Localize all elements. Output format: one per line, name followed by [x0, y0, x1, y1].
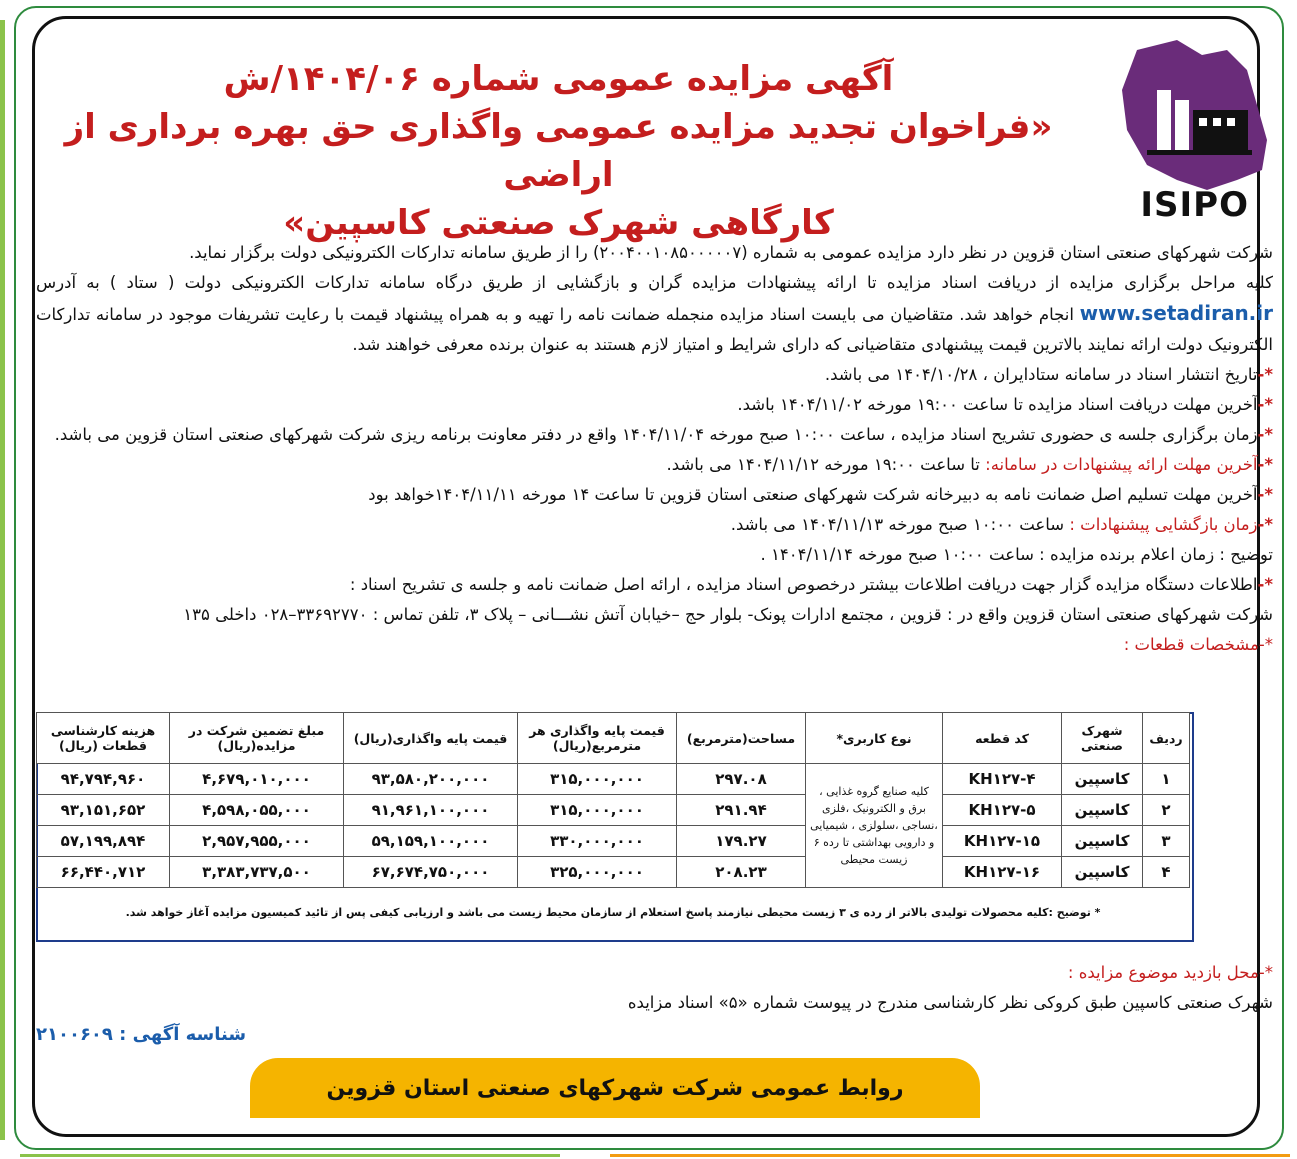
lots-table	[36, 712, 1190, 888]
table-row	[37, 857, 1190, 888]
cell-base-price: ۵۹,۱۵۹,۱۰۰,۰۰۰	[344, 826, 518, 857]
col-header-usage: نوع کاربری*	[806, 713, 943, 764]
table-row	[37, 795, 1190, 826]
item-publish-date: *-تاریخ انتشار اسناد در سامانه ستادایران ، ۱۴۰۴/۱۰/۲۸ می باشد.	[824, 365, 1273, 384]
col-header-guarantee: مبلغ تضمین شرکت در مزایده(ریال)	[170, 713, 344, 764]
headline-line-2: «فراخوان تجدید مزایده عمومی واگذاری حق بهره برداری از اراضی	[64, 107, 1053, 195]
cell-fee: ۶۶,۴۴۰,۷۱۲	[37, 857, 170, 888]
col-header-base-price: قیمت پایه واگذاری(ریال)	[344, 713, 518, 764]
cell-base-price: ۶۷,۶۷۴,۷۵۰,۰۰۰	[344, 857, 518, 888]
cell-town: کاسپین	[1062, 857, 1143, 888]
bullet: *-	[1257, 425, 1273, 444]
cell-unit-price: ۳۳۰,۰۰۰,۰۰۰	[518, 826, 677, 857]
visit-label: *-محل بازدید موضوع مزایده :	[1067, 963, 1273, 982]
cell-guarantee: ۴,۵۹۸,۰۵۵,۰۰۰	[170, 795, 344, 826]
bullet: *-	[1257, 515, 1273, 534]
bullet: *-	[1257, 485, 1273, 504]
website-link[interactable]: www.setadiran.ir	[1079, 301, 1273, 325]
bottom-accent-green	[20, 1154, 560, 1157]
bullet: *-	[1257, 395, 1273, 414]
col-header-area: مساحت(مترمربع)	[677, 713, 806, 764]
bottom-accent-orange	[610, 1154, 1290, 1157]
cell-unit-price: ۳۱۵,۰۰۰,۰۰۰	[518, 795, 677, 826]
col-header-code: کد قطعه	[943, 713, 1062, 764]
item-briefing-session: *-زمان برگزاری جلسه ی حضوری تشریح اسناد مزایده ، ساعت ۱۰:۰۰ صبح مورخه ۱۴۰۴/۱۱/۰۴ واقع در دفتر معاونت برنامه ریزی شرکت شهرکهای صنعتی استان قزوین می باشد.	[54, 425, 1273, 444]
item-bid-deadline: *-آخرین مهلت ارائه پیشنهادات در سامانه: تا ساعت ۱۹:۰۰ مورخه ۱۴۰۴/۱۱/۱۲ می باشد.	[666, 455, 1273, 474]
item-winner-note: توضیح : زمان اعلام برنده مزایده : ساعت ۱۰:۰۰ صبح مورخه ۱۴۰۴/۱۱/۱۴ .	[760, 545, 1273, 564]
cell-usage: کلیه صنایع گروه غذایی ، برق و الکترونیک ،فلزی ،نساجی ،سلولزی ، شیمیایی و دارویی بهداشتی تا رده ۶ زیست محیطی	[806, 764, 943, 888]
item-docs-deadline: *-آخرین مهلت دریافت اسناد مزایده تا ساعت ۱۹:۰۰ مورخه ۱۴۰۴/۱۱/۰۲ باشد.	[737, 395, 1273, 414]
logo-text: ISIPO	[1140, 185, 1249, 225]
table-row	[37, 826, 1190, 857]
cell-area: ۱۷۹.۲۷	[677, 826, 806, 857]
table-note: * توضیح :کلیه محصولات تولیدی بالاتر از رده ی ۳ زیست محیطی نیازمند پاسخ استعلام از سازمان محیط زیست می باشد و ارزیابی کیفی پس از تائید کمیسیون مزایده آغاز خواهد شد.	[125, 906, 1101, 919]
cell-guarantee: ۲,۹۵۷,۹۵۵,۰۰۰	[170, 826, 344, 857]
body-text	[36, 238, 1273, 660]
cell-area: ۲۰۸.۲۳	[677, 857, 806, 888]
cell-code: KH۱۲۷-۵	[943, 795, 1062, 826]
contact-address: شرکت شهرکهای صنعتی استان قزوین واقع در : قزوین ، مجتمع ادارات پونک- بلوار حج –خیابان آتش نشـــانی – پلاک ۳، تلفن تماس : ۳۳۶۹۲۷۷۰–۰۲۸ داخلی ۱۳۵	[183, 605, 1273, 624]
bullet: *-	[1257, 365, 1273, 384]
cell-guarantee: ۳,۳۸۳,۷۳۷,۵۰۰	[170, 857, 344, 888]
table-row	[37, 764, 1190, 795]
item-contact-info: *-اطلاعات دستگاه مزایده گزار جهت دریافت اطلاعات بیشتر درخصوص اسناد مزایده ، ارائه اصل ضمانت نامه و جلسه ی تشریح اسناد :	[349, 575, 1273, 594]
cell-row-no: ۴	[1143, 857, 1190, 888]
cell-town: کاسپین	[1062, 795, 1143, 826]
left-accent-bar	[0, 20, 5, 1140]
cell-row-no: ۲	[1143, 795, 1190, 826]
bullet: *-	[1257, 455, 1273, 474]
col-header-fee: هزینه کارشناسی قطعات (ریال)	[37, 713, 170, 764]
visit-section	[36, 958, 1273, 1018]
cell-unit-price: ۳۲۵,۰۰۰,۰۰۰	[518, 857, 677, 888]
headline-line-3: کارگاهی شهرک صنعتی کاسپین»	[283, 203, 834, 243]
cell-area: ۲۹۷.۰۸	[677, 764, 806, 795]
cell-fee: ۹۴,۷۹۴,۹۶۰	[37, 764, 170, 795]
item-opening-time: *-زمان بازگشایی پیشنهادات : ساعت ۱۰:۰۰ صبح مورخه ۱۴۰۴/۱۱/۱۳ می باشد.	[730, 515, 1273, 534]
col-header-unit-price: قیمت پایه واگذاری هر مترمربع(ریال)	[518, 713, 677, 764]
table-header-row	[37, 713, 1190, 764]
intro-paragraph-1: شرکت شهرکهای صنعتی استان قزوین در نظر دارد مزایده عمومی به شماره (۲۰۰۴۰۰۱۰۸۵۰۰۰۰۰۷) را از طریق سامانه تدارکات الکترونیکی دولت برگزار نماید.	[189, 243, 1273, 262]
cell-code: KH۱۲۷-۱۵	[943, 826, 1062, 857]
cell-town: کاسپین	[1062, 764, 1143, 795]
bullet: *-	[1257, 575, 1273, 594]
item-guarantee-deadline: *-آخرین مهلت تسلیم اصل ضمانت نامه به دبیرخانه شرکت شهرکهای صنعتی استان قزوین تا ساعت ۱۴ مورخه ۱۴۰۴/۱۱/۱۱خواهد بود	[368, 485, 1273, 504]
cell-base-price: ۹۳,۵۸۰,۲۰۰,۰۰۰	[344, 764, 518, 795]
col-header-row-no: ردیف	[1143, 713, 1190, 764]
cell-row-no: ۳	[1143, 826, 1190, 857]
headline-line-1: آگهی مزایده عمومی شماره ۱۴۰۴/۰۶/ش	[223, 59, 894, 99]
intro-p2-start: کلیه مراحل برگزاری مزایده از دریافت اسناد مزایده تا ارائه پیشنهادات مزایده گران و بازگشایی از طریق درگاه سامانه تدارکات الکترونیکی دولت ( ستاد ) به آدرس	[36, 273, 1273, 292]
headline	[40, 55, 1077, 247]
cell-code: KH۱۲۷-۱۶	[943, 857, 1062, 888]
cell-code: KH۱۲۷-۴	[943, 764, 1062, 795]
cell-base-price: ۹۱,۹۶۱,۱۰۰,۰۰۰	[344, 795, 518, 826]
cell-area: ۲۹۱.۹۴	[677, 795, 806, 826]
intro-paragraph-2	[36, 268, 1273, 360]
cell-unit-price: ۳۱۵,۰۰۰,۰۰۰	[518, 764, 677, 795]
specs-label: *-مشخصات قطعات :	[1123, 635, 1273, 654]
ad-identifier: شناسه آگهی : ۲۱۰۰۶۰۹	[36, 1024, 247, 1045]
intro-p2-end: انجام خواهد شد. متقاضیان می بایست اسناد مزایده منجمله ضمانت نامه را تهیه و به همراه پیشنهاد قیمت با رعایت تشریفات موجود در سامانه تدارکات الکترونیک دولت ارائه نمایند بالاترین قیمت پیشنهادی متقاضیانی که دارای شرایط و امتیاز لازم هستند به عنوان برنده معرفی خواهند شد.	[36, 305, 1273, 354]
visit-text: شهرک صنعتی کاسپین طبق کروکی نظر کارشناسی مندرج در پیوست شماره «۵» اسناد مزایده	[627, 993, 1273, 1012]
footer-text: روابط عمومی شرکت شهرکهای صنعتی استان قزوین	[326, 1075, 904, 1101]
cell-fee: ۵۷,۱۹۹,۸۹۴	[37, 826, 170, 857]
cell-row-no: ۱	[1143, 764, 1190, 795]
col-header-town: شهرک صنعتی	[1062, 713, 1143, 764]
cell-fee: ۹۳,۱۵۱,۶۵۲	[37, 795, 170, 826]
cell-guarantee: ۴,۶۷۹,۰۱۰,۰۰۰	[170, 764, 344, 795]
footer-banner	[250, 1058, 980, 1118]
cell-town: کاسپین	[1062, 826, 1143, 857]
